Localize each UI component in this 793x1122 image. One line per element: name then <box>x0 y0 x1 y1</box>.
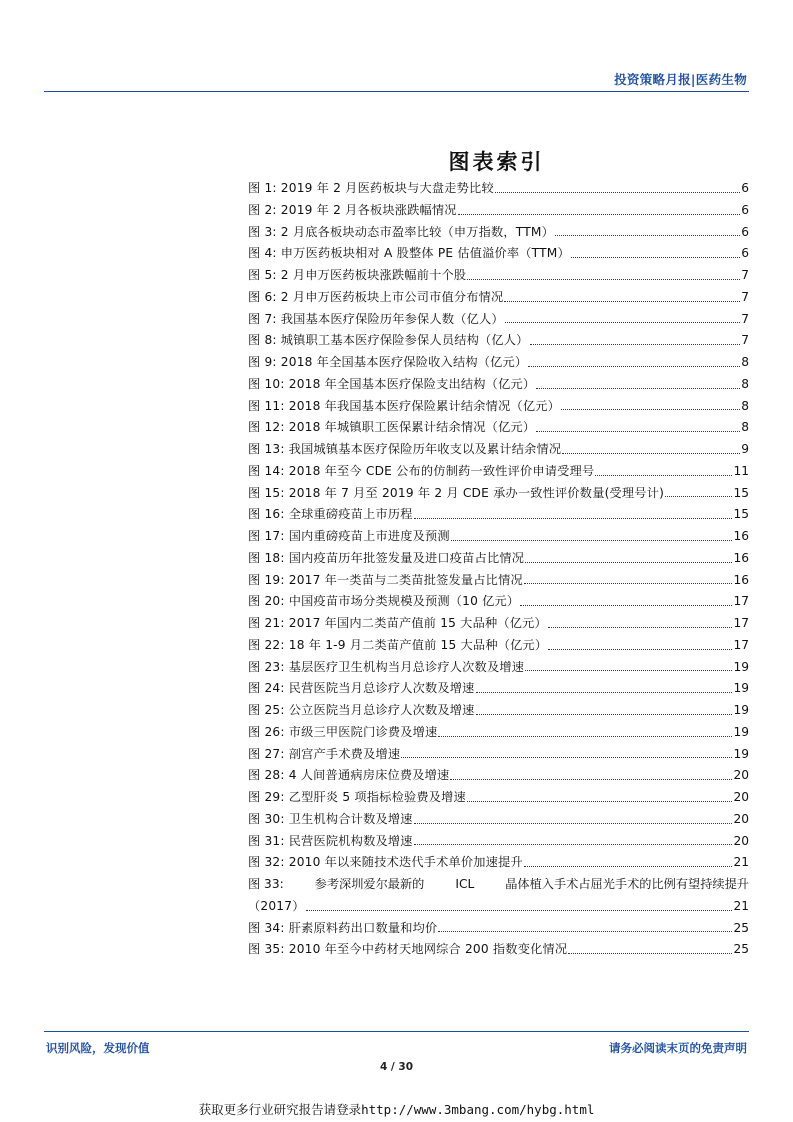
toc-entry-label-word: 参考深圳爱尔最新的 <box>314 877 425 891</box>
toc-entry[interactable] <box>248 548 749 570</box>
toc-entry[interactable] <box>248 700 749 722</box>
toc-entry-page: 20 <box>733 833 749 848</box>
toc-entry[interactable] <box>248 678 749 700</box>
toc-leader-dots <box>555 234 740 236</box>
toc-entry-label: 图 17: 国内重磅疫苗上市进度及预测 <box>248 529 450 543</box>
toc-entry[interactable] <box>248 852 749 874</box>
toc-entry-label: 图 32: 2010 年以来随技术迭代手术单价加速提升 <box>248 855 523 870</box>
toc-entry-label: 图 10: 2018 年全国基本医疗保险支出结构（亿元） <box>248 376 536 391</box>
toc-entry-page: 19 <box>733 746 749 761</box>
toc-entry[interactable] <box>248 635 749 657</box>
toc-list <box>248 178 749 961</box>
toc-entry-page: 6 <box>741 246 749 261</box>
toc-entry-page: 25 <box>733 920 749 935</box>
header-divider <box>44 91 749 92</box>
toc-entry-page: 6 <box>741 202 749 217</box>
toc-entry-label: 图 34: 肝素原料药出口数量和均价 <box>248 920 438 935</box>
toc-entry-page: 8 <box>741 398 749 413</box>
toc-entry[interactable] <box>248 483 749 505</box>
toc-entry-label: 图 23: 基层医疗卫生机构当月总诊疗人次数及增速 <box>248 659 525 674</box>
toc-leader-dots <box>458 213 741 215</box>
toc-title: 图表索引 <box>448 149 545 174</box>
toc-leader-dots <box>524 582 733 584</box>
toc-entry-page: 9 <box>741 442 749 456</box>
toc-entry-page: 16 <box>733 529 749 543</box>
toc-entry-page: 19 <box>733 724 749 739</box>
toc-leader-dots <box>467 800 733 802</box>
toc-leader-dots <box>536 430 740 432</box>
toc-entry-page: 7 <box>741 333 749 348</box>
download-banner[interactable]: 获取更多行业研究报告请登录http://www.3mbang.com/hybg.html <box>198 1102 595 1117</box>
toc-leader-dots <box>495 191 740 193</box>
toc-entry-page: 25 <box>733 942 749 957</box>
toc-leader-dots <box>414 822 733 824</box>
toc-leader-dots <box>504 300 740 302</box>
toc-entry[interactable] <box>248 765 749 787</box>
toc-entry[interactable] <box>248 265 749 287</box>
toc-entry[interactable] <box>248 570 749 592</box>
report-header-title: 投资策略月报|医药生物 <box>614 72 747 87</box>
toc-entry-label: 图 3: 2 月底各板块动态市盈率比较（申万指数，TTM） <box>248 224 554 239</box>
toc-leader-dots <box>571 256 740 258</box>
toc-entry[interactable] <box>248 613 749 635</box>
toc-entry-label: 图 18: 国内疫苗历年批签发量及进口疫苗占比情况 <box>248 550 525 565</box>
toc-entry-label: 图 14: 2018 年至今 CDE 公布的仿制药一致性评价申请受理号 <box>248 463 595 478</box>
toc-entry-page: 19 <box>733 703 749 717</box>
toc-leader-dots <box>438 930 732 932</box>
toc-leader-dots <box>438 735 732 737</box>
toc-entry-page: 17 <box>733 594 749 609</box>
toc-entry[interactable] <box>248 874 749 918</box>
toc-entry[interactable] <box>248 591 749 613</box>
toc-entry-label: 图 21: 2017 年国内二类苗产值前 15 大品种（亿元） <box>248 616 547 630</box>
toc-entry-label: 图 29: 乙型肝炎 5 项指标检验费及增速 <box>248 790 466 804</box>
toc-entry-label <box>248 874 749 896</box>
toc-entry-label: 图 26: 市级三甲医院门诊费及增速 <box>248 724 438 739</box>
toc-leader-dots <box>520 604 732 606</box>
toc-entry-page: 20 <box>733 768 749 783</box>
toc-entry-label: 图 7: 我国基本医疗保险历年参保人数（亿人） <box>248 311 504 326</box>
toc-leader-dots <box>414 843 733 845</box>
toc-entry[interactable] <box>248 939 749 961</box>
toc-leader-dots <box>536 387 740 389</box>
toc-entry-label: 图 13: 我国城镇基本医疗保险历年收支以及累计结余情况 <box>248 442 562 456</box>
toc-leader-dots <box>665 495 732 497</box>
toc-entry[interactable] <box>248 526 749 548</box>
toc-entry[interactable] <box>248 439 749 461</box>
toc-entry-label: 图 4: 申万医药板块相对 A 股整体 PE 估值溢价率（TTM） <box>248 246 570 261</box>
toc-entry-label: 图 12: 2018 年城镇职工医保累计结余情况（亿元） <box>248 420 536 435</box>
toc-entry[interactable] <box>248 744 749 766</box>
toc-leader-dots <box>530 343 741 345</box>
toc-entry[interactable] <box>248 287 749 309</box>
toc-entry[interactable] <box>248 352 749 374</box>
toc-entry-label: 图 6: 2 月申万医药板块上市公司市值分布情况 <box>248 289 504 304</box>
toc-entry-label-word: 图 33: <box>248 877 284 891</box>
toc-leader-dots <box>548 626 733 628</box>
toc-leader-dots <box>525 669 732 671</box>
toc-entry[interactable] <box>248 831 749 853</box>
toc-entry-page: 7 <box>741 289 749 304</box>
toc-entry[interactable] <box>248 417 749 439</box>
toc-leader-dots <box>401 756 732 758</box>
toc-entry-page: 11 <box>733 463 749 478</box>
toc-leader-dots <box>467 278 740 280</box>
toc-entry-page: 21 <box>733 898 749 913</box>
toc-leader-dots <box>476 691 733 693</box>
toc-entry-label: 图 20: 中国疫苗市场分类规模及预测（10 亿元） <box>248 594 520 609</box>
toc-entry[interactable] <box>248 722 749 744</box>
toc-entry-label-word: ICL <box>455 877 475 891</box>
toc-entry[interactable] <box>248 809 749 831</box>
toc-entry-label: 图 24: 民营医院当月总诊疗人次数及增速 <box>248 681 475 696</box>
toc-leader-dots <box>595 474 732 476</box>
toc-entry-label: 图 27: 剖宫产手术费及增速 <box>248 746 401 761</box>
toc-entry-label: 图 1: 2019 年 2 月医药板块与大盘走势比较 <box>248 181 494 195</box>
toc-leader-dots <box>568 952 732 954</box>
toc-entry[interactable] <box>248 309 749 331</box>
toc-entry-page: 7 <box>741 311 749 326</box>
toc-entry[interactable] <box>248 243 749 265</box>
toc-entry-page: 20 <box>733 790 749 804</box>
toc-entry[interactable] <box>248 330 749 352</box>
toc-leader-dots <box>451 539 733 541</box>
toc-entry[interactable] <box>248 178 749 200</box>
toc-entry-label: 图 15: 2018 年 7 月至 2019 年 2 月 CDE 承办一致性评价数量(受理号计) <box>248 485 665 500</box>
footer-divider <box>44 1031 749 1032</box>
footer-slogan: 识别风险，发现价值 <box>46 1041 150 1055</box>
toc-entry-label: 图 2: 2019 年 2 月各板块涨跌幅情况 <box>248 202 457 217</box>
toc-entry-page: 8 <box>741 355 749 369</box>
toc-entry-page: 7 <box>741 268 749 282</box>
toc-leader-dots <box>524 865 733 867</box>
toc-entry-label: 图 30: 卫生机构合计数及增速 <box>248 811 413 826</box>
toc-leader-dots <box>562 452 740 454</box>
toc-entry[interactable] <box>248 787 749 809</box>
toc-entry-label: 图 35: 2010 年至今中药材天地网综合 200 指数变化情况 <box>248 942 568 957</box>
toc-entry-page: 16 <box>733 550 749 565</box>
toc-entry[interactable] <box>248 657 749 679</box>
toc-entry-page: 17 <box>733 637 749 652</box>
toc-leader-dots <box>548 648 732 650</box>
toc-leader-dots <box>505 321 740 323</box>
toc-entry-page: 17 <box>733 616 749 630</box>
toc-entry[interactable] <box>248 200 749 222</box>
toc-entry[interactable] <box>248 374 749 396</box>
toc-entry-label: 图 8: 城镇职工基本医疗保险参保人员结构（亿人） <box>248 333 529 348</box>
toc-entry-page: 15 <box>733 507 749 522</box>
toc-entry-page: 20 <box>733 811 749 826</box>
toc-leader-dots <box>306 909 733 911</box>
toc-leader-dots <box>528 365 740 367</box>
toc-entry-page: 8 <box>741 376 749 391</box>
footer-disclaimer-link[interactable]: 请务必阅读末页的免责声明 <box>609 1041 747 1055</box>
toc-leader-dots <box>561 408 740 410</box>
toc-leader-dots <box>476 713 733 715</box>
toc-entry[interactable] <box>248 222 749 244</box>
page-number: 4 / 30 <box>379 1061 414 1073</box>
toc-leader-dots <box>450 778 732 780</box>
toc-leader-dots <box>414 517 733 519</box>
toc-entry-label: 图 16: 全球重磅疫苗上市历程 <box>248 507 413 522</box>
toc-entry[interactable] <box>248 461 749 483</box>
toc-entry-label-word: 晶体植入手术占屈光手术的比例有望持续提升 <box>505 877 749 891</box>
toc-entry-label: 图 11: 2018 年我国基本医疗保险累计结余情况（亿元） <box>248 398 561 413</box>
toc-entry-page: 6 <box>741 181 749 195</box>
toc-leader-dots <box>525 561 732 563</box>
toc-entry[interactable] <box>248 396 749 418</box>
toc-entry-page: 21 <box>733 855 749 870</box>
toc-entry-label: 图 19: 2017 年一类苗与二类苗批签发量占比情况 <box>248 572 523 587</box>
toc-entry-label: 图 31: 民营医院机构数及增速 <box>248 833 413 848</box>
toc-entry-page: 19 <box>733 681 749 696</box>
toc-entry-page: 16 <box>733 572 749 587</box>
toc-entry-label: 图 28: 4 人间普通病房床位费及增速 <box>248 768 450 783</box>
toc-entry-page: 6 <box>741 224 749 239</box>
toc-entry-page: 8 <box>741 420 749 435</box>
toc-entry-page: 19 <box>733 659 749 674</box>
toc-entry-label: 图 22: 18 年 1-9 月二类苗产值前 15 大品种（亿元） <box>248 637 548 652</box>
toc-entry-label-continued: （2017） <box>248 898 305 913</box>
toc-entry-label: 图 5: 2 月申万医药板块涨跌幅前十个股 <box>248 268 467 282</box>
toc-entry-label: 图 25: 公立医院当月总诊疗人次数及增速 <box>248 703 475 717</box>
toc-entry-label: 图 9: 2018 年全国基本医疗保险收入结构（亿元） <box>248 355 528 369</box>
toc-entry[interactable] <box>248 504 749 526</box>
toc-entry-page: 15 <box>733 485 749 500</box>
toc-entry[interactable] <box>248 918 749 940</box>
